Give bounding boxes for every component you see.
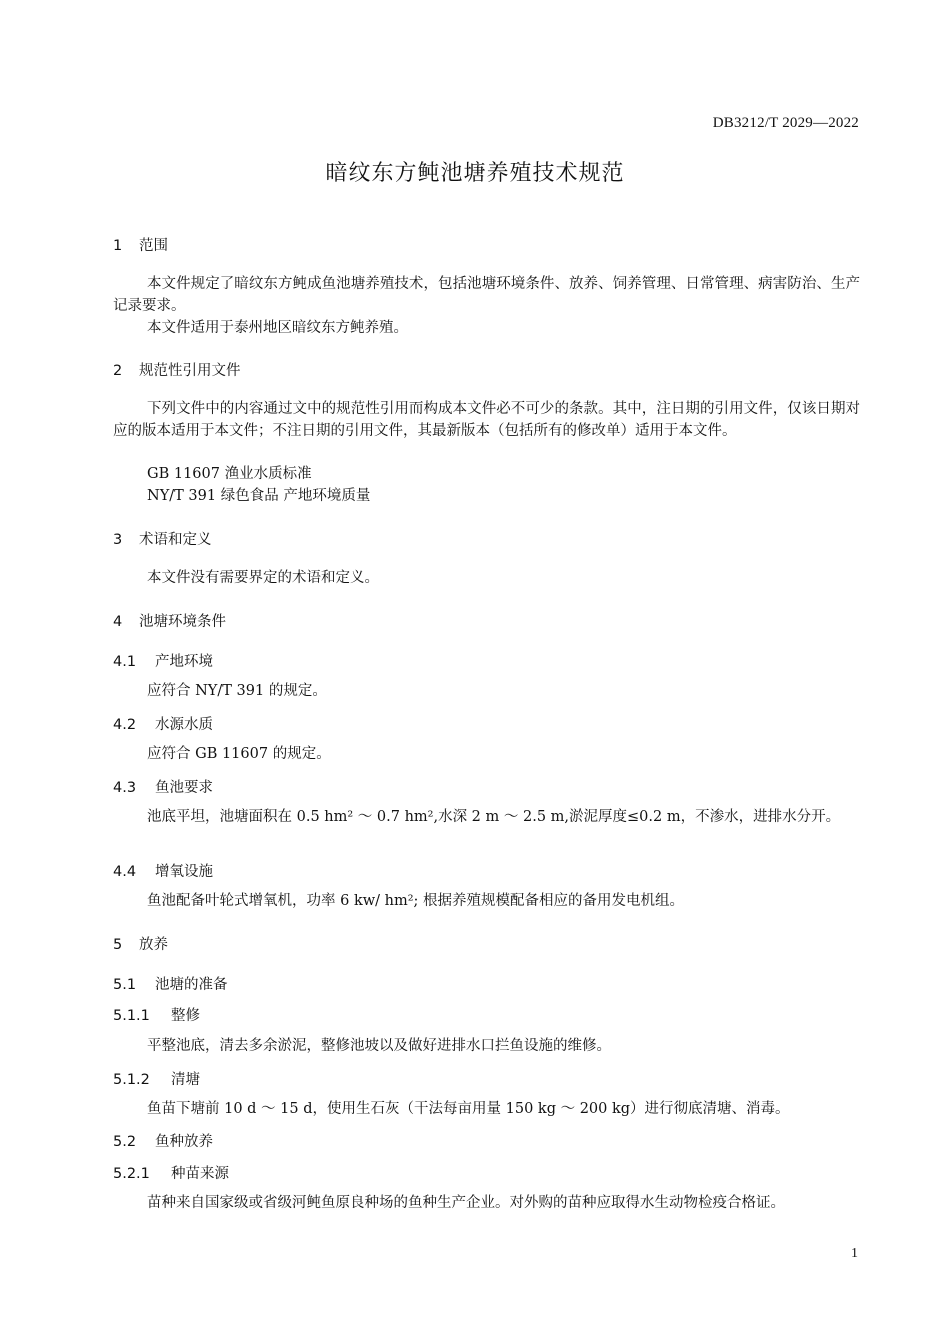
section-title: 种苗来源 [171, 1166, 229, 1182]
section-3-paragraph-1: 本文件没有需要界定的术语和定义。 [147, 570, 379, 586]
section-number: 5 [113, 937, 123, 953]
section-number: 3 [113, 532, 123, 548]
section-5-2-heading [113, 1130, 213, 1151]
standard-number: DB3212/T 2029—2022 [712, 115, 859, 131]
section-title: 鱼种放养 [155, 1134, 213, 1150]
section-5-1-2-text: 鱼苗下塘前 10 d ～ 15 d，使用生石灰（干法每亩用量 150 kg ～ 200 kg）进行彻底清塘、消毒。 [147, 1101, 790, 1117]
section-title: 清塘 [171, 1072, 200, 1088]
section-2-heading [113, 359, 241, 380]
section-number: 4 [113, 614, 123, 630]
section-title: 增氧设施 [155, 864, 213, 880]
section-4-1-text: 应符合 NY/T 391 的规定。 [147, 683, 327, 699]
section-1-paragraph-1: 本文件规定了暗纹东方鲀成鱼池塘养殖技术，包括池塘环境条件、放养、饲养管理、日常管理、病害防治、生产记录要求。 [113, 276, 860, 314]
section-number: 5.2 [113, 1134, 137, 1150]
section-number: 2 [113, 363, 123, 379]
section-3-heading [113, 528, 212, 549]
section-5-1-1-text: 平整池底，清去多余淤泥，整修池坡以及做好进排水口拦鱼设施的维修。 [147, 1038, 611, 1054]
reference-gb-11607: GB 11607 渔业水质标准 [147, 466, 312, 482]
section-5-1-2-heading [113, 1068, 200, 1089]
section-5-2-1-text: 苗种来自国家级或省级河鲀鱼原良种场的鱼种生产企业。对外购的苗种应取得水生动物检疫合格证。 [147, 1195, 785, 1211]
section-4-3-text: 池底平坦，池塘面积在 0.5 hm² ～ 0.7 hm²,水深 2 m ～ 2.5 m,淤泥厚度≤0.2 m，不渗水，进排水分开。 [147, 809, 841, 825]
section-number: 5.2.1 [113, 1166, 150, 1182]
section-5-2-1-heading [113, 1162, 229, 1183]
section-number: 1 [113, 238, 123, 254]
section-number: 5.1.1 [113, 1008, 150, 1024]
page-number: 1 [851, 1246, 858, 1261]
section-4-3-heading [113, 776, 213, 797]
section-title: 范围 [139, 238, 168, 254]
section-4-4-text: 鱼池配备叶轮式增氧机，功率 6 kw/ hm²; 根据养殖规模配备相应的备用发电机组。 [147, 893, 685, 909]
section-4-heading [113, 610, 226, 631]
section-title: 池塘的准备 [155, 977, 228, 993]
section-number: 4.1 [113, 654, 137, 670]
section-5-1-1-heading [113, 1004, 200, 1025]
section-1-paragraph-2: 本文件适用于泰州地区暗纹东方鲀养殖。 [147, 320, 408, 336]
section-title: 水源水质 [155, 717, 213, 733]
section-2-paragraph-1: 下列文件中的内容通过文中的规范性引用而构成本文件必不可少的条款。其中，注日期的引用文件，仅该日期对应的版本适用于本文件；不注日期的引用文件，其最新版本（包括所有的修改单）适用于本文件。 [113, 401, 860, 439]
reference-ny-t-391: NY/T 391 绿色食品 产地环境质量 [147, 488, 371, 504]
section-title: 术语和定义 [139, 532, 212, 548]
section-5-heading [113, 933, 168, 954]
section-number: 4.4 [113, 864, 137, 880]
section-4-2-heading [113, 713, 213, 734]
section-number: 4.2 [113, 717, 137, 733]
section-title: 产地环境 [155, 654, 213, 670]
section-4-1-heading [113, 650, 213, 671]
section-title: 放养 [139, 937, 168, 953]
document-title: 暗纹东方鲀池塘养殖技术规范 [325, 161, 625, 186]
section-1-heading [113, 234, 168, 255]
section-number: 5.1 [113, 977, 137, 993]
section-4-2-text: 应符合 GB 11607 的规定。 [147, 746, 331, 762]
section-title: 规范性引用文件 [139, 363, 241, 379]
section-title: 鱼池要求 [155, 780, 213, 796]
section-title: 整修 [171, 1008, 200, 1024]
section-4-4-heading [113, 860, 213, 881]
section-5-1-heading [113, 973, 228, 994]
section-number: 5.1.2 [113, 1072, 150, 1088]
section-number: 4.3 [113, 780, 137, 796]
section-title: 池塘环境条件 [139, 614, 226, 630]
